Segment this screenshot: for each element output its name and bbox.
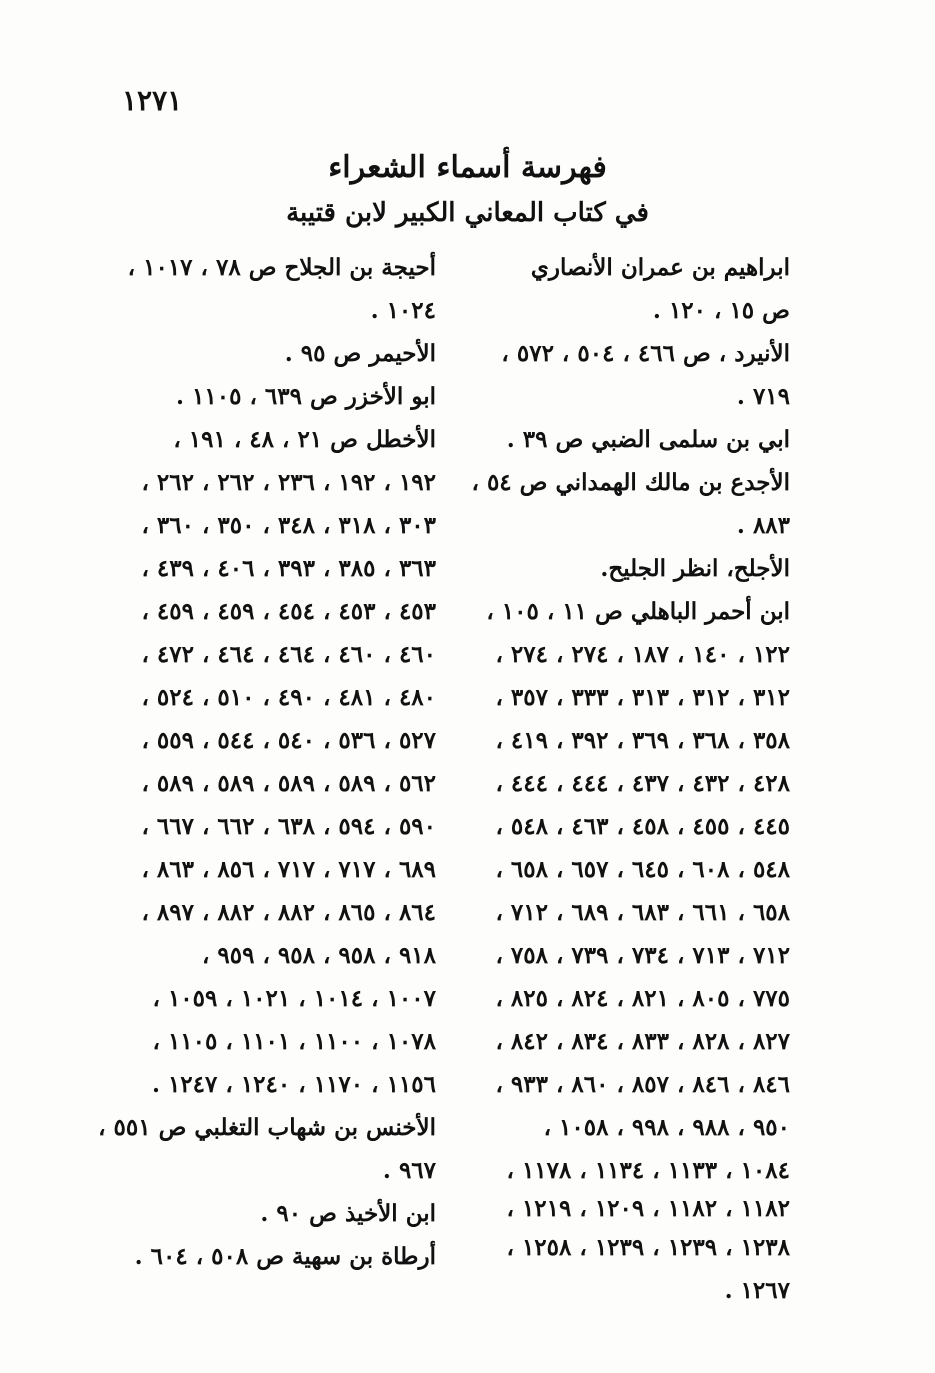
index-line: ابو الأخزر ص ٦٣٩ ، ١١٠٥ .: [176, 383, 436, 410]
index-line: ص ١٥ ، ١٢٠ .: [652, 297, 790, 324]
index-line: ١٠٢٤ .: [370, 297, 436, 324]
index-line: ابي بن سلمى الضبي ص ٣٩ .: [506, 426, 790, 453]
index-line: ٤٨٠ ، ٤٨١ ، ٤٩٠ ، ٥١٠ ، ٥٢٤ ،: [141, 684, 436, 711]
index-line: ٨٦٤ ، ٨٦٥ ، ٨٨٢ ، ٨٨٢ ، ٨٩٧ ،: [141, 899, 436, 926]
index-line: الأنيرد ، ص ٤٦٦ ، ٥٠٤ ، ٥٧٢ ،: [501, 340, 790, 367]
index-line: ٥٤٨ ، ٦٠٨ ، ٦٤٥ ، ٦٥٧ ، ٦٥٨ ،: [495, 856, 790, 883]
index-line: ٣١٢ ، ٣١٢ ، ٣١٣ ، ٣٣٣ ، ٣٥٧ ،: [495, 684, 790, 711]
index-line: ٨٤٦ ، ٨٤٦ ، ٨٥٧ ، ٨٦٠ ، ٩٣٣ ،: [495, 1071, 790, 1098]
index-line: ٨٢٧ ، ٨٢٨ ، ٨٣٣ ، ٨٣٤ ، ٨٤٢ ،: [495, 1028, 790, 1055]
index-line: الأجلح، انظر الجليح.: [600, 555, 790, 582]
index-line: ٥٦٢ ، ٥٨٩ ، ٥٨٩ ، ٥٨٩ ، ٥٨٩ ،: [141, 770, 436, 797]
index-line: ١٠٠٧ ، ١٠١٤ ، ١٠٢١ ، ١٠٥٩ ،: [152, 985, 436, 1012]
index-line: أرطاة بن سهية ص ٥٠٨ ، ٦٠٤ .: [134, 1243, 436, 1270]
index-line: ابن أحمر الباهلي ص ١١ ، ١٠٥ ،: [486, 598, 790, 625]
index-line: ٧٧٥ ، ٨٠٥ ، ٨٢١ ، ٨٢٤ ، ٨٢٥ ،: [495, 985, 790, 1012]
index-line: ٣٠٣ ، ٣١٨ ، ٣٤٨ ، ٣٥٠ ، ٣٦٠ ،: [141, 512, 436, 539]
index-line: ٣٥٨ ، ٣٦٨ ، ٣٦٩ ، ٣٩٢ ، ٤١٩ ،: [495, 727, 790, 754]
index-line: ٧١٢ ، ٧١٣ ، ٧٣٤ ، ٧٣٩ ، ٧٥٨ ،: [495, 942, 790, 969]
index-line: ١١٥٦ ، ١١٧٠ ، ١٢٤٠ ، ١٢٤٧ .: [151, 1071, 436, 1098]
index-line: ٨٨٣ .: [736, 512, 790, 539]
index-line: الأخنس بن شهاب التغلبي ص ٥٥١ ،: [98, 1114, 436, 1141]
index-line: ٧١٩ .: [736, 383, 790, 410]
index-line: ابراهيم بن عمران الأنصاري: [530, 254, 790, 281]
index-line: ١١٨٢ ، ١١٨٢ ، ١٢٠٩ ، ١٢١٩ ،: [506, 1195, 790, 1222]
index-line: الأحيمر ص ٩٥ .: [284, 340, 436, 367]
index-line: ١٠٧٨ ، ١١٠٠ ، ١١٠١ ، ١١٠٥ ،: [152, 1028, 436, 1055]
index-line: ١٢٣٨ ، ١٢٣٩ ، ١٢٣٩ ، ١٢٥٨ ،: [506, 1234, 790, 1261]
index-line: ٦٨٩ ، ٧١٧ ، ٧١٧ ، ٨٥٦ ، ٨٦٣ ،: [141, 856, 436, 883]
index-line: ابن الأخيذ ص ٩٠ .: [260, 1200, 436, 1227]
index-line: أحيجة بن الجلاح ص ٧٨ ، ١٠١٧ ،: [127, 254, 436, 281]
index-line: ١٩٢ ، ١٩٢ ، ٢٣٦ ، ٢٦٢ ، ٢٦٢ ،: [141, 469, 436, 496]
index-line: الأخطل ص ٢١ ، ٤٨ ، ١٩١ ،: [173, 426, 436, 453]
page-subtitle: في كتاب المعاني الكبير لابن قتيبة: [286, 198, 649, 228]
index-line: ٦٥٨ ، ٦٦١ ، ٦٨٣ ، ٦٨٩ ، ٧١٢ ،: [495, 899, 790, 926]
index-line: ١٢٦٧ .: [724, 1277, 790, 1304]
index-line: ١٠٨٤ ، ١١٣٣ ، ١١٣٤ ، ١١٧٨ ،: [506, 1157, 790, 1184]
index-line: ٤٦٠ ، ٤٦٠ ، ٤٦٤ ، ٤٦٤ ، ٤٧٢ ،: [141, 641, 436, 668]
page-number: ١٢٧١: [122, 84, 183, 117]
right-index-column: [465, 246, 790, 1312]
page-title: فهرسة أسماء الشعراء: [328, 150, 607, 185]
index-line: ٤٤٥ ، ٤٥٥ ، ٤٥٨ ، ٤٦٣ ، ٥٤٨ ،: [495, 813, 790, 840]
index-line: ٩٥٠ ، ٩٨٨ ، ٩٩٨ ، ١٠٥٨ ،: [543, 1114, 790, 1141]
index-line: ٩١٨ ، ٩٥٨ ، ٩٥٨ ، ٩٥٩ ،: [201, 942, 436, 969]
index-line: ٣٦٣ ، ٣٨٥ ، ٣٩٣ ، ٤٠٦ ، ٤٣٩ ،: [141, 555, 436, 582]
left-index-column: [98, 246, 436, 1278]
index-line: ٤٢٨ ، ٤٣٢ ، ٤٣٧ ، ٤٤٤ ، ٤٤٤ ،: [495, 770, 790, 797]
index-line: ٩٦٧ .: [382, 1157, 436, 1184]
index-line: ١٢٢ ، ١٤٠ ، ١٨٧ ، ٢٧٤ ، ٢٧٤ ،: [495, 641, 790, 668]
index-line: ٥٩٠ ، ٥٩٤ ، ٦٣٨ ، ٦٦٢ ، ٦٦٧ ،: [141, 813, 436, 840]
index-line: ٥٢٧ ، ٥٣٦ ، ٥٤٠ ، ٥٤٤ ، ٥٥٩ ،: [141, 727, 436, 754]
index-line: الأجدع بن مالك الهمداني ص ٥٤ ،: [471, 469, 790, 496]
index-line: ٤٥٣ ، ٤٥٣ ، ٤٥٤ ، ٤٥٩ ، ٤٥٩ ،: [141, 598, 436, 625]
